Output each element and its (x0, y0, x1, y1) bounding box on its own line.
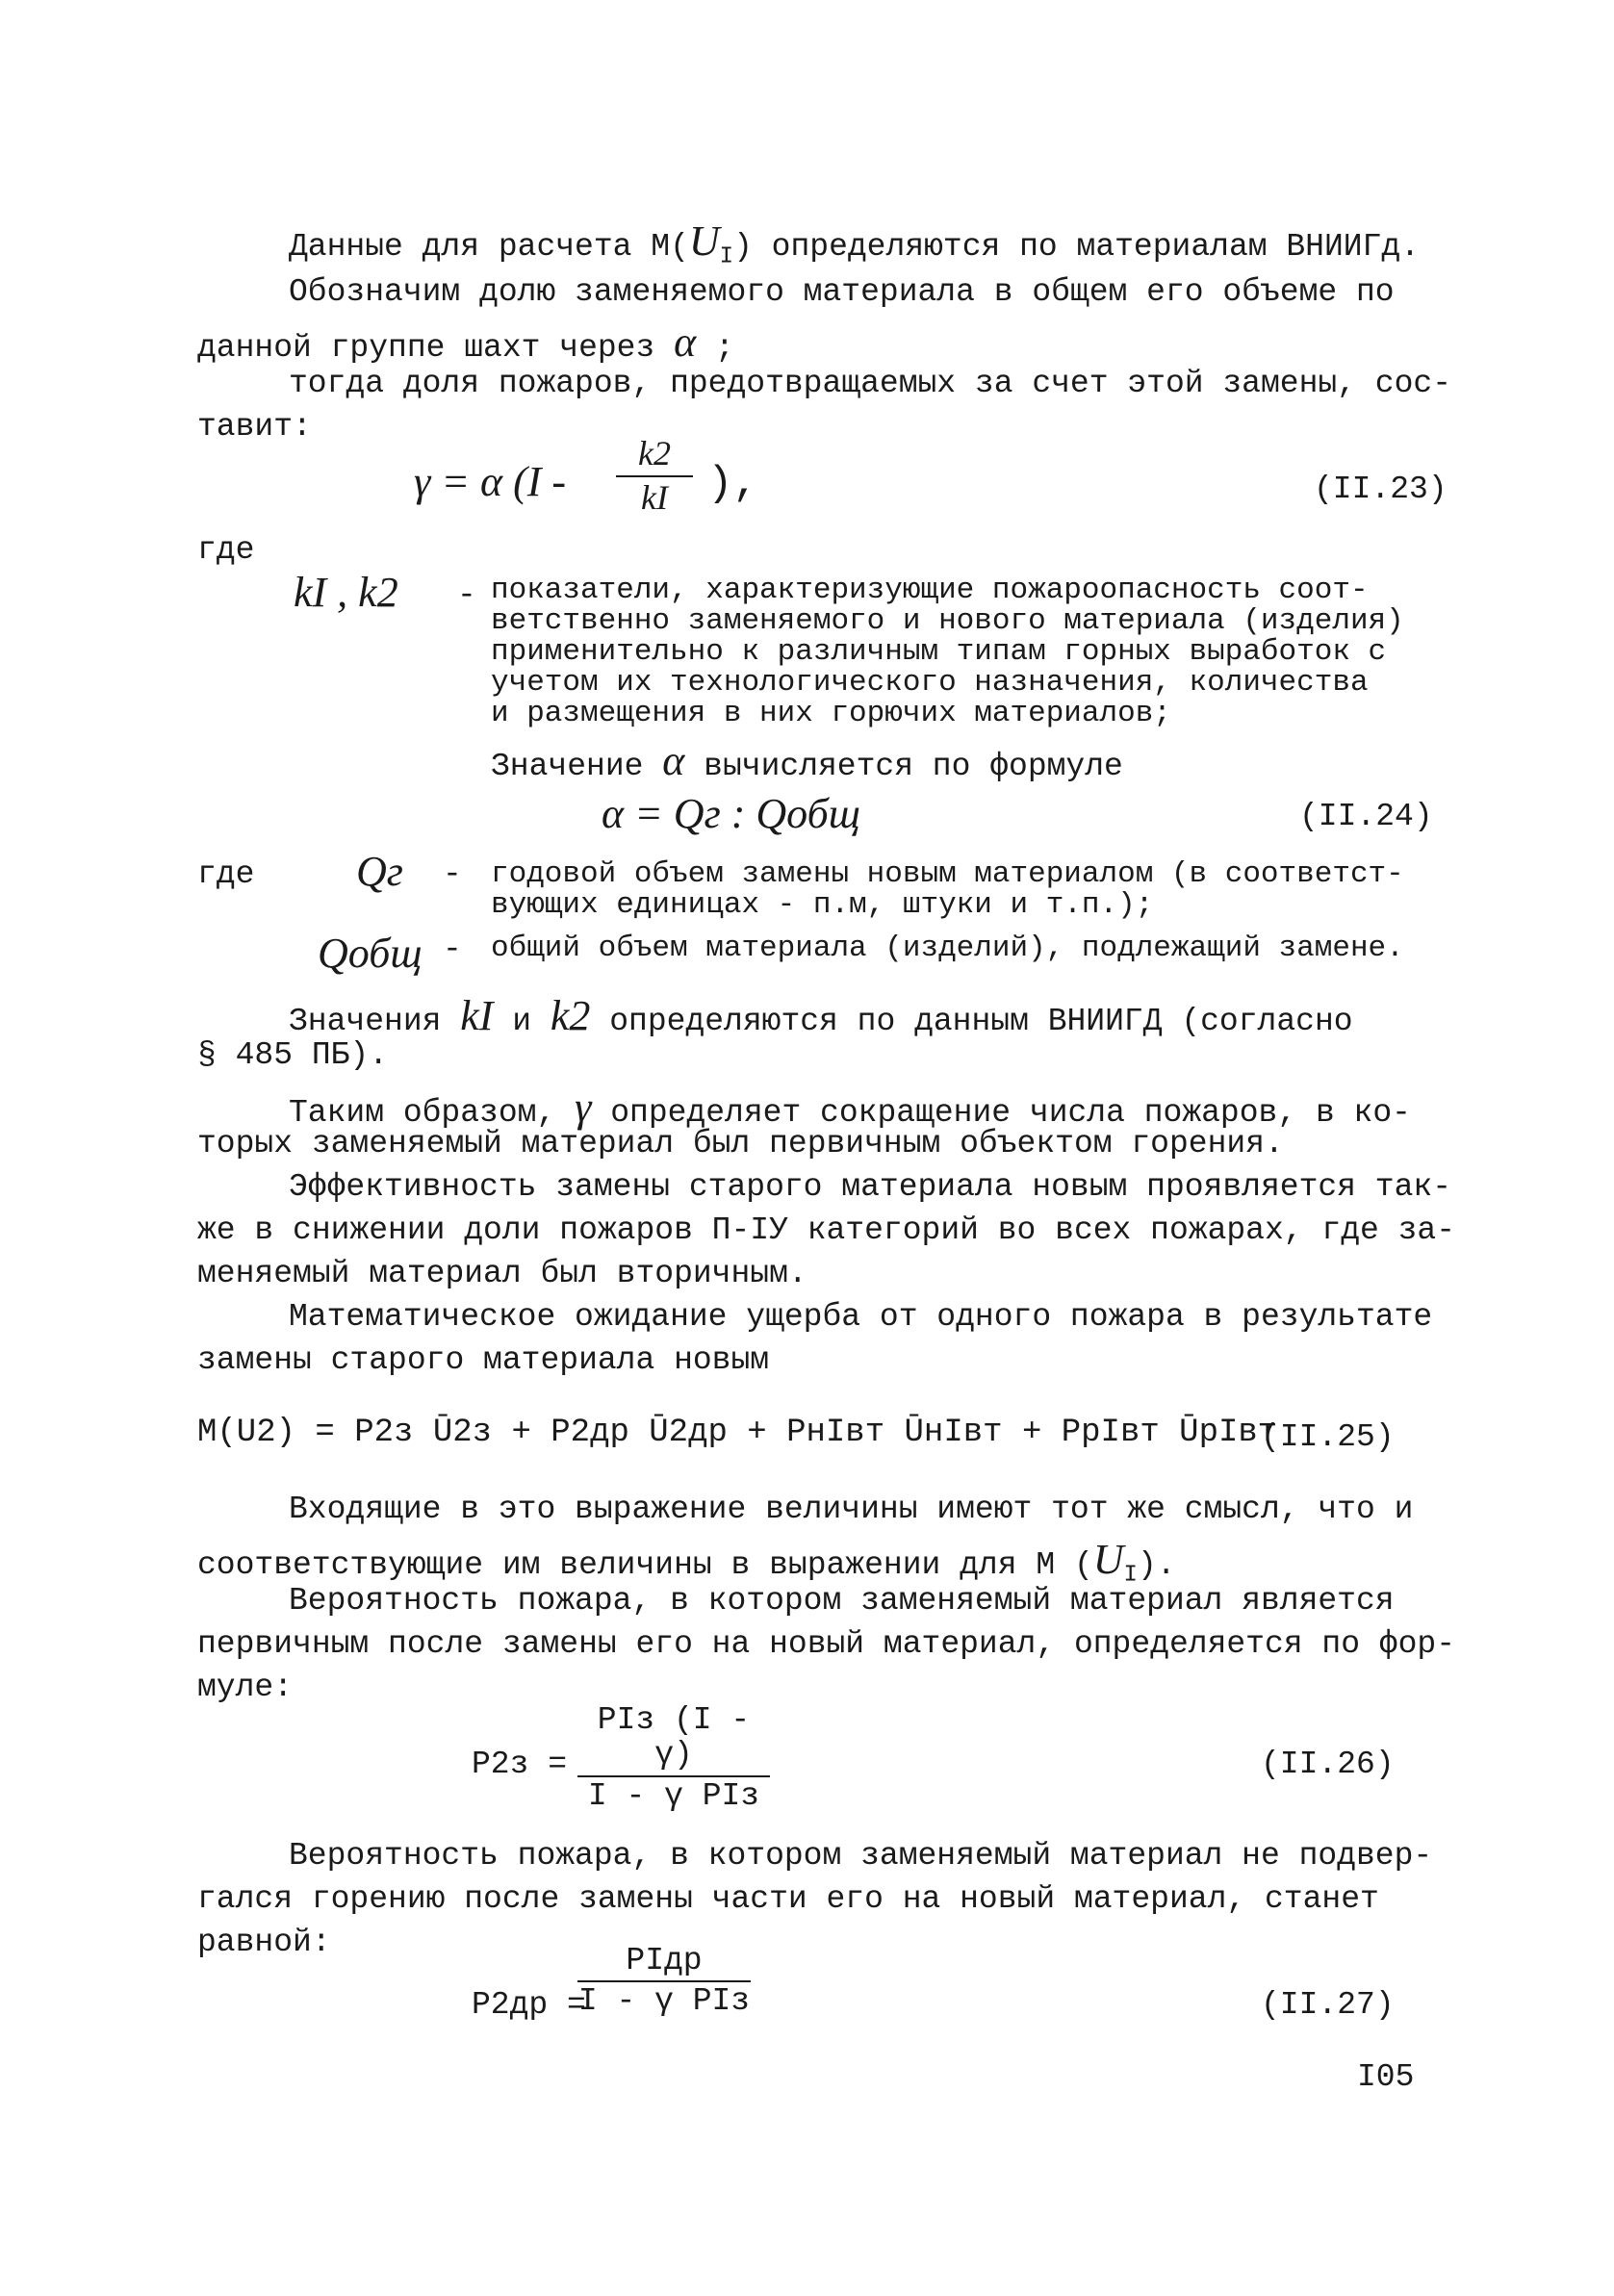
eq23-fraction: k2 kI (616, 435, 693, 517)
paragraph-4-line-1: Значения kI и k2 определяются по данным ВНИИГД (согласно (289, 992, 1353, 1039)
paragraph-8-line-1: Входящие в это выражение величины имеют тот же смысл, что и (289, 1492, 1414, 1527)
paragraph-9-line-2: первичным после замены его на новый материал, определяется по фор- (197, 1626, 1456, 1662)
where-1: где (197, 532, 255, 568)
qg-dash: - (443, 856, 462, 892)
paragraph-7-line-1: Математическое ожидание ущерба от одного пожара в результате (289, 1299, 1433, 1335)
qob-definition: общий объем материала (изделий), подлежащий замене. (491, 931, 1404, 965)
eq25-number: (II.25) (1261, 1419, 1395, 1455)
paragraph-2-line-2: данной группе шахт через α ; (197, 319, 734, 366)
k-dash: - (457, 577, 476, 613)
paragraph-3-line-2: тавит: (197, 409, 312, 445)
paragraph-3-line-1: тогда доля пожаров, предотвращаемых за счет этой замены, сос- (289, 366, 1451, 401)
page-number: I05 (1357, 2059, 1415, 2095)
eq23-lhs: γ = α (I - (414, 458, 567, 505)
alpha-calc-line: Значение α вычисляется по формуле (491, 737, 1123, 784)
paragraph-4-line-2: § 485 ПБ). (197, 1037, 389, 1073)
paragraph-9-line-3: муле: (197, 1670, 294, 1705)
eq24: α = Qг : Qобщ (602, 790, 860, 837)
eq27-number: (II.27) (1261, 1987, 1395, 2023)
paragraph-6-line-2: же в снижении доли пожаров П-IУ категорий во всех пожарах, где за- (197, 1212, 1456, 1248)
paragraph-10-line-3: равной: (197, 1925, 331, 1960)
eq26-fraction: PIз (I - γ) I - γ PIз (577, 1703, 770, 1814)
paragraph-6-line-3: меняемый материал был вторичным. (197, 1256, 807, 1291)
paragraph-10-line-1: Вероятность пожара, в котором заменяемый материал не подвер- (289, 1838, 1433, 1874)
eq26-lhs: P2з = (472, 1747, 568, 1782)
eq24-number: (II.24) (1299, 799, 1433, 834)
qg-symbol: Qг (356, 848, 403, 895)
qob-symbol: Qобщ (318, 930, 423, 977)
eq26-number: (II.26) (1261, 1747, 1395, 1782)
paragraph-5-line-2: торых заменяемый материал был первичным объектом горения. (197, 1126, 1284, 1161)
paragraph-5-line-1: Таким образом, γ определяет сокращение числа пожаров, в ко- (289, 1084, 1411, 1131)
eq23-rhs: ), (707, 460, 758, 508)
paragraph-6-line-1: Эффективность замены старого материала новым проявляется так- (289, 1169, 1451, 1205)
eq27-fraction: PIдр I - γ PIз (577, 1943, 751, 2020)
eq27-lhs: P2др = (472, 1987, 586, 2023)
k-symbols: kI , k2 (294, 569, 398, 616)
eq25: М(U2) = P2з Ū2з + P2др Ū2др + PнIвт ŪнIвт + PpIвт ŪpIвт (197, 1415, 1278, 1451)
paragraph-1: Данные для расчета $М(U_I)$ определяются по материалам ВНИИГд. (289, 217, 1420, 270)
paragraph-9-line-1: Вероятность пожара, в котором заменяемый материал является (289, 1583, 1395, 1619)
paragraph-10-line-2: гался горению после замены части его на новый материал, станет (197, 1881, 1379, 1917)
where-2: где (197, 856, 255, 892)
paragraph-2-line-1: Обозначим долю заменяемого материала в общем его объеме по (289, 274, 1395, 310)
k-definition: показатели, характеризующие пожароопасность соот- ветственно заменяемого и нового материала (изделия) применительно к различным типам горных выработок с учетом их технологического назначения, количества и размещения в них горючих материалов; (491, 574, 1404, 730)
qob-dash: - (443, 931, 462, 967)
paragraph-8-line-2: соответствующие им величины в выражении для М $(U_I)$. (197, 1536, 1176, 1589)
paragraph-7-line-2: замены старого материала новым (197, 1342, 770, 1378)
qg-definition: годовой объем замены новым материалом (в соответст- вующих единицах - п.м, штуки и т.п.); (491, 857, 1404, 922)
eq23-number: (II.23) (1314, 472, 1447, 507)
